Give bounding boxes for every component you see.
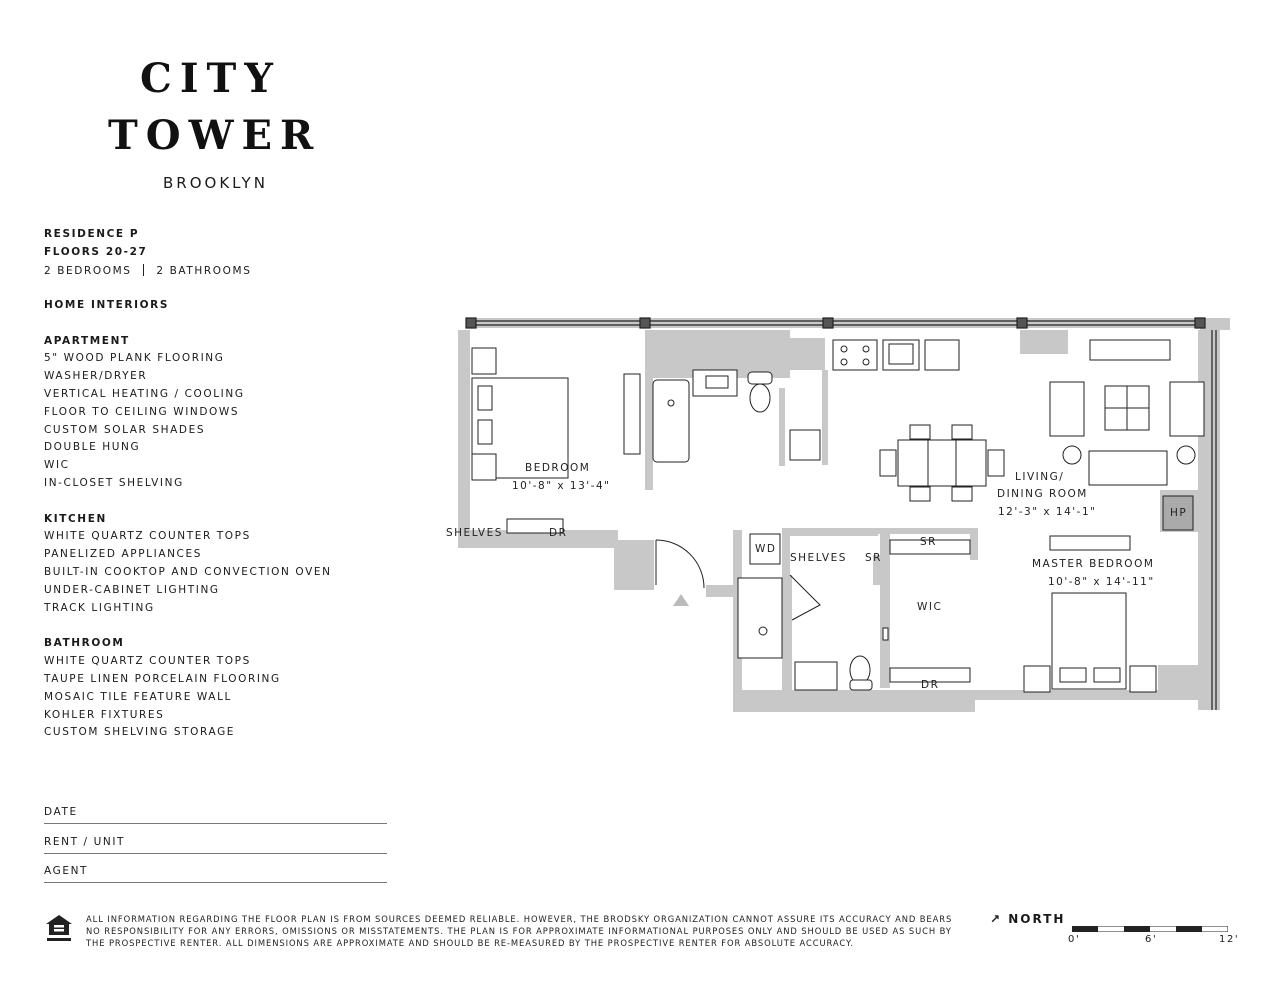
bath-1-fixtures	[653, 370, 820, 462]
agent-field[interactable]: AGENT	[44, 865, 387, 883]
bedroom-dimensions: 10'-8" x 13'-4"	[512, 480, 611, 492]
living-dimensions: 12'-3" x 14'-1"	[998, 506, 1097, 518]
list-item: 5" WOOD PLANK FLOORING	[44, 352, 225, 364]
section-title: BATHROOM	[44, 637, 125, 649]
scale-tick: 0'	[1068, 934, 1081, 945]
entry-door	[656, 540, 704, 588]
scale-tick: 12'	[1219, 934, 1240, 945]
list-item: KOHLER FIXTURES	[44, 709, 165, 721]
section-title: KITCHEN	[44, 513, 107, 525]
master-bedroom-label: MASTER BEDROOM	[1032, 558, 1155, 570]
equal-housing-icon	[44, 913, 74, 943]
list-item: CUSTOM SHELVING STORAGE	[44, 726, 236, 738]
logo-tower: TOWER	[108, 112, 322, 159]
section-title: APARTMENT	[44, 335, 130, 347]
list-item: VERTICAL HEATING / COOLING	[44, 388, 245, 400]
list-item: IN-CLOSET SHELVING	[44, 477, 184, 489]
rent-unit-field[interactable]: RENT / UNIT	[44, 836, 387, 854]
list-item: TRACK LIGHTING	[44, 602, 155, 614]
dresser-label: DR	[549, 527, 568, 539]
living-label: LIVING/	[1015, 471, 1065, 483]
entry-marker	[673, 594, 689, 606]
list-item: TAUPE LINEN PORCELAIN FLOORING	[44, 673, 281, 685]
washer-dryer-label: WD	[755, 543, 777, 555]
bathrooms-count: 2 BATHROOMS	[156, 265, 252, 277]
wic-label: WIC	[917, 601, 943, 613]
scale-tick: 6'	[1145, 934, 1158, 945]
north-indicator	[990, 912, 1065, 926]
shelves-label: SHELVES	[446, 527, 503, 539]
dresser-label: DR	[921, 679, 940, 691]
dining-label: DINING ROOM	[997, 488, 1088, 500]
list-item: PANELIZED APPLIANCES	[44, 548, 202, 560]
list-item: BUILT-IN COOKTOP AND CONVECTION OVEN	[44, 566, 332, 578]
storage-room-label: SR	[865, 552, 882, 564]
scale-bar	[1072, 917, 1228, 923]
list-item: WASHER/DRYER	[44, 370, 148, 382]
list-item: WHITE QUARTZ COUNTER TOPS	[44, 530, 251, 542]
list-item: WIC	[44, 459, 70, 471]
floor-plan	[440, 300, 1240, 720]
north-arrow-icon: ↗	[990, 912, 1003, 926]
north-label: NORTH	[1008, 912, 1066, 926]
list-item: DOUBLE HUNG	[44, 441, 141, 453]
residence-floors: FLOORS 20-27	[44, 246, 148, 258]
divider	[143, 264, 144, 276]
residence-name: RESIDENCE P	[44, 228, 140, 240]
master-bedroom-dimensions: 10'-8" x 14'-11"	[1048, 576, 1155, 588]
dining-set	[880, 425, 1004, 501]
hp-label: HP	[1170, 507, 1188, 519]
list-item: WHITE QUARTZ COUNTER TOPS	[44, 655, 251, 667]
list-item: CUSTOM SOLAR SHADES	[44, 424, 206, 436]
date-field[interactable]: DATE	[44, 806, 387, 824]
bedroom-furniture	[472, 348, 640, 533]
storage-room-label: SR	[920, 536, 937, 548]
bedroom-label: BEDROOM	[525, 462, 591, 474]
home-interiors-title: HOME INTERIORS	[44, 299, 169, 311]
logo-brooklyn: BROOKLYN	[163, 174, 268, 192]
residence-rooms	[44, 264, 251, 277]
list-item: FLOOR TO CEILING WINDOWS	[44, 406, 240, 418]
disclaimer: ALL INFORMATION REGARDING THE FLOOR PLAN IS FROM SOURCES DEEMED RELIABLE. HOWEVER, THE BRODSKY ORGANIZATION CANNOT ASSURE ITS ACCURACY AND BEARS NO RESPONSIBILITY FOR ANY ERRORS, OMISSIONS OR MISSTATEMENTS. THE PLAN IS FOR APPROXIMATE INFORMATIONAL PURPOSES ONLY AND SHOULD BE USED AS SUCH BY THE PROSPECTIVE RENTER. ALL DIMENSIONS ARE APPROXIMATE AND SHOULD BE RE-MEASURED BY THE PROSPECTIVE RENTER FOR ABSOLUTE ACCURACY.	[86, 914, 953, 948]
shelves-label: SHELVES	[790, 552, 847, 564]
list-item: UNDER-CABINET LIGHTING	[44, 584, 220, 596]
kitchen-fixtures	[833, 340, 959, 370]
list-item: MOSAIC TILE FEATURE WALL	[44, 691, 232, 703]
logo-city: CITY	[140, 55, 281, 102]
bedrooms-count: 2 BEDROOMS	[44, 265, 132, 277]
